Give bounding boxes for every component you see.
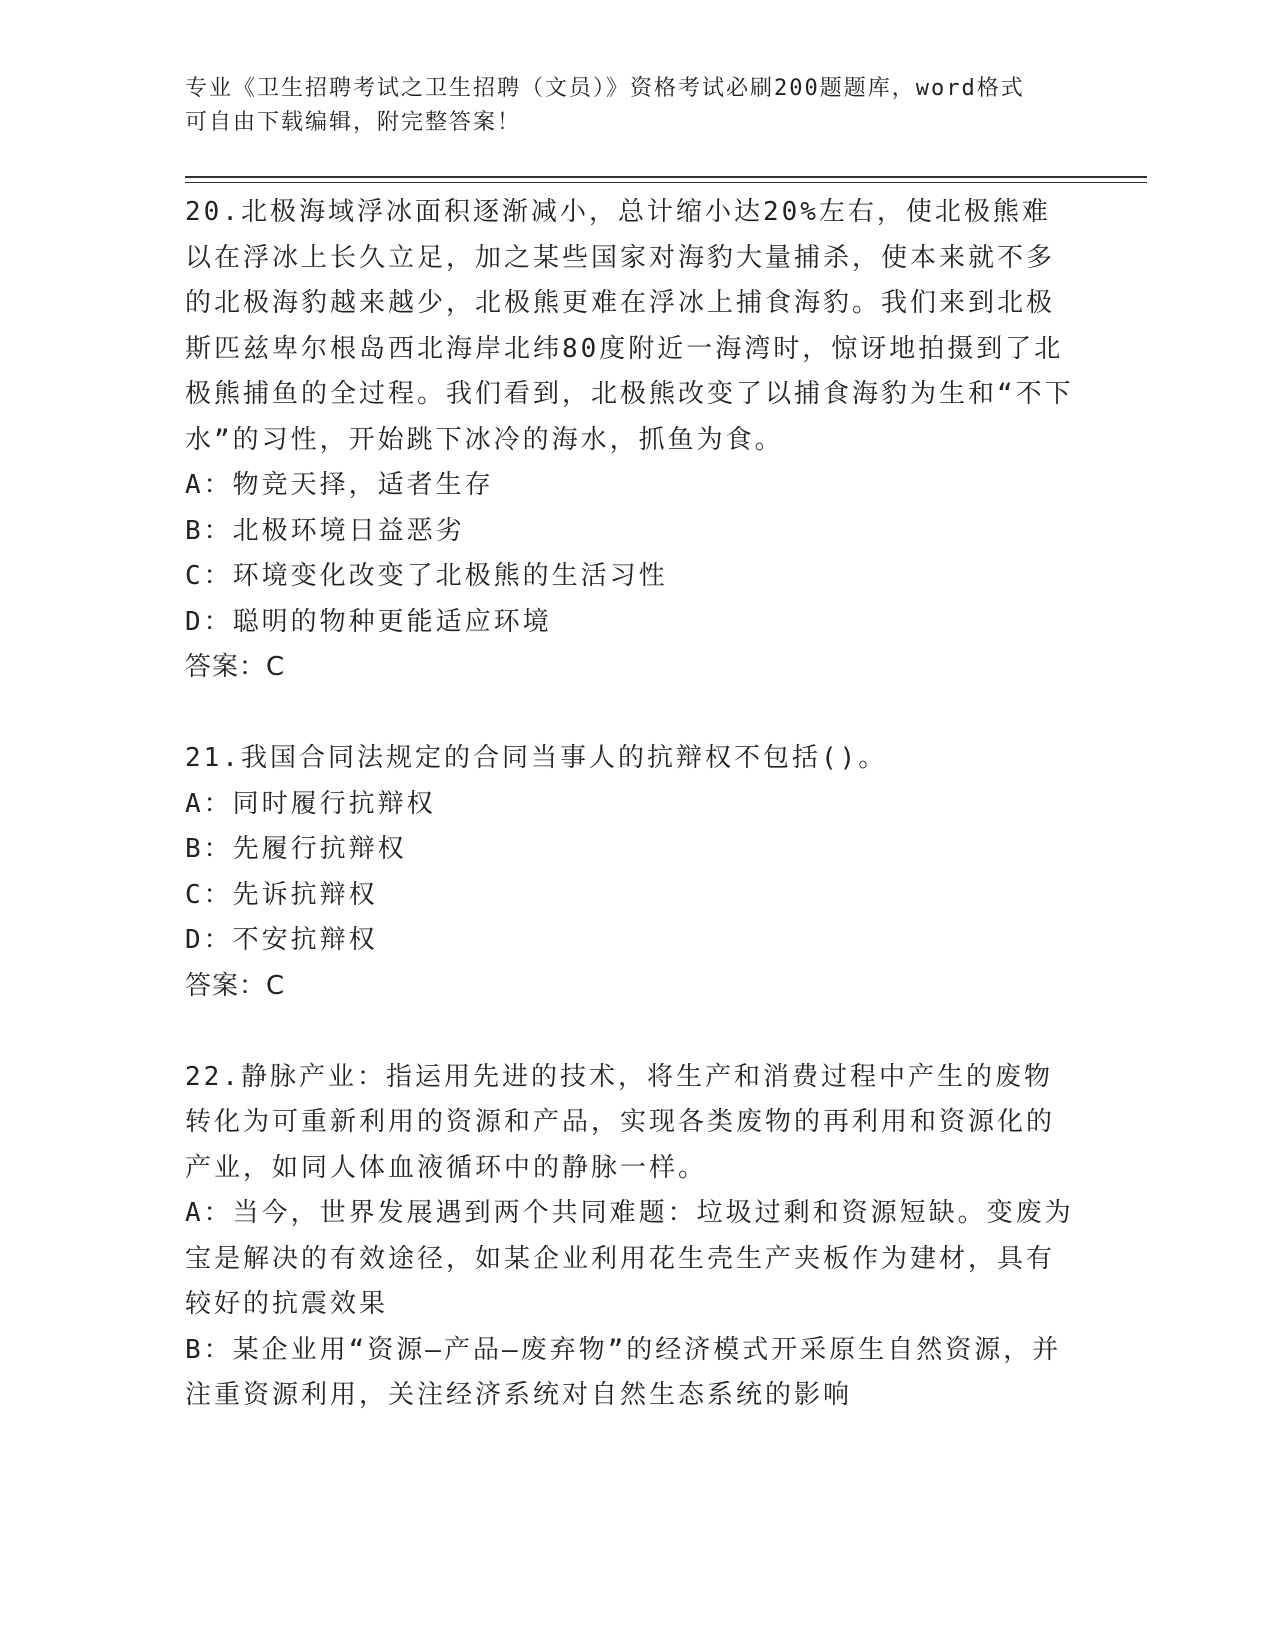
option-c: C：环境变化改变了北极熊的生活习性	[185, 561, 668, 591]
option-b: B：北极环境日益恶劣	[185, 515, 465, 546]
question-list	[185, 190, 1075, 1419]
option-b: B：先履行抗辩权	[185, 834, 407, 864]
spacer	[185, 1009, 1075, 1055]
question-21	[185, 736, 1075, 1009]
answer-line: 答案：C	[185, 652, 286, 682]
question-stem: 21.我国合同法规定的合同当事人的抗辩权不包括()。	[185, 743, 888, 773]
header-line-2: 可自由下载编辑，附完整答案！	[185, 110, 522, 135]
option-a: A：当今，世界发展遇到两个共同难题：垃圾过剩和资源短缺。变废为宝是解决的有效途径，如某企业利用花生壳生产夹板作为建材，具有较好的抗震效果	[185, 1198, 1074, 1319]
question-stem: 20.北极海域浮冰面积逐渐减小，总计缩小达20%左右，使北极熊难以在浮冰上长久立足，加之某些国家对海豹大量捕杀，使本来就不多的北极海豹越来越少，北极熊更难在浮冰上捕食海豹。我们来到北极斯匹兹卑尔根岛西北海岸北纬80度附近一海湾时，惊讶地拍摄到了北极熊捕鱼的全过程。我们看到，北极熊改变了以捕食海豹为生和“不下水”的习性，开始跳下冰冷的海水，抓鱼为食。	[185, 197, 1074, 455]
option-b: B：某企业用“资源—产品—废弃物”的经济模式开采原生自然资源，并注重资源利用，关注经济系统对自然生态系统的影响	[185, 1334, 1062, 1410]
option-c: C：先诉抗辩权	[185, 879, 378, 910]
header-divider-thick	[185, 176, 1147, 178]
question-20	[185, 190, 1075, 691]
option-d: D：不安抗辩权	[185, 925, 378, 955]
spacer	[185, 691, 1075, 737]
option-a: A：物竞天择，适者生存	[185, 470, 494, 500]
question-22	[185, 1055, 1075, 1419]
question-stem: 22.静脉产业：指运用先进的技术，将生产和消费过程中产生的废物转化为可重新利用的资源和产品，实现各类废物的再利用和资源化的产业，如同人体血液循环中的静脉一样。	[185, 1061, 1056, 1183]
document-header	[185, 72, 1065, 140]
option-a: A：同时履行抗辩权	[185, 788, 436, 819]
option-d: D：聪明的物种更能适应环境	[185, 606, 552, 637]
header-divider-thin	[185, 182, 1147, 183]
answer-line: 答案：C	[185, 970, 286, 1001]
header-line-1: 专业《卫生招聘考试之卫生招聘（文员）》资格考试必刷200题题库，word格式	[185, 76, 1025, 101]
